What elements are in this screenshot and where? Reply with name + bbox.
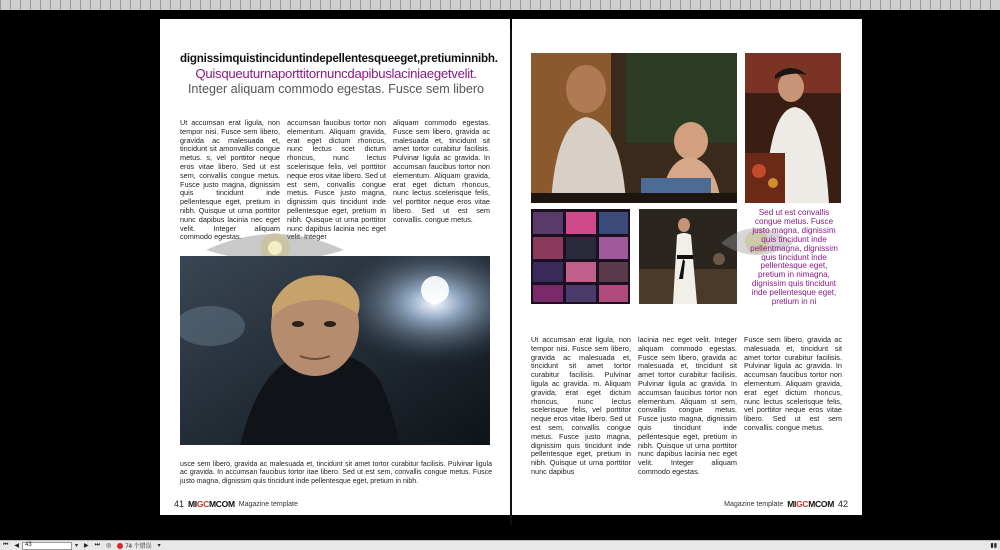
left-page[interactable]: [160, 19, 510, 515]
right-page[interactable]: [512, 19, 862, 515]
error-dot-icon: [117, 543, 123, 549]
headline-block: [180, 52, 498, 96]
brand-logo-right: MIGCMCOM: [787, 499, 834, 509]
right-text-column-3[interactable]: Fusce sem libero, gravida ac malesuada et, tincidunt sit amet tortor curabitur facilisis. Pulvinar ligula ac gravida. In accumsan faucibus tortor non elementum. Aliquam gravida, erat eget dictum rhoncus, nunc lectus scelerisque felis, vel porttitor neque eros vitae libero. Sed ut est sem convallis. congue metus.: [744, 335, 842, 432]
view-toggle-icon[interactable]: ▮▮: [990, 543, 997, 549]
right-folio: [724, 499, 848, 509]
top-ruler[interactable]: [0, 0, 1000, 10]
left-text-column-3[interactable]: aliquam commodo egestas. Fusce sem libero, gravida ac malesuada et, tincidunt sit amet tortor curabitur facilisis. Pulvinar ligula ac gravida. In accumsan faucibus tortor non elementum. Aliquam gravida, erat eget dictum rhoncus, nunc lectus scelerisque felis, vel porttitor neque eros vitae libero. Sed ut est sem convallis. congue metus.: [393, 118, 490, 224]
left-folio-label: Magazine template: [238, 500, 298, 508]
next-page-button[interactable]: ▶: [84, 543, 89, 549]
photo-collage[interactable]: [531, 209, 630, 304]
preflight-icon[interactable]: ◎: [106, 543, 112, 549]
first-page-button[interactable]: ⏮: [3, 542, 9, 548]
left-text-column-2[interactable]: accumsan faucibus tortor non elementum. Aliquam gravida, erat eget dictum rhoncus, nunc lectus scet dictum rhoncus, nunc lectus scelerisque felis, vel porttitor neque eros vitae libero. Sed ut est sem, convallis congue metus. Fusce justo magna, dignissim quis tincidunt inde pellentesque eget, pretium in nibh. Quisque ut urna porttitor nunc dapibus lacinia nec eget velit. Integer: [287, 118, 386, 242]
page-dropdown-icon[interactable]: ▾: [75, 543, 79, 549]
photo-caption[interactable]: usce sem libero, gravida ac malesuada et, tincidunt sit amet tortor curabitur facilisis. Pulvinar ligula ac gravida. In accumsan faucibus tortor itae libero. Sed ut est sem, convallis congue metus. Fusce justo magna, dignissim quis tincidunt inde pellentesque eget, pretium in nibh.: [180, 461, 492, 485]
left-folio: [174, 499, 298, 509]
right-folio-label: Magazine template: [724, 500, 784, 508]
preflight-menu-icon[interactable]: ▾: [157, 543, 161, 549]
headline-line-3: Integer aliquam commodo egestas. Fusce sem libero: [187, 82, 485, 96]
pasteboard: [0, 10, 1000, 540]
prev-page-button[interactable]: ◀: [14, 543, 20, 549]
pull-quote[interactable]: Sed ut est convallis congue metus. Fusce justo magna, dignissim quis tincidunt inde pellentmagna, dignissim quis tincidunt inde pellentesque eget, pretium in nimagna, dignissim quis tincidunt inde pellentesque eget, pretium in ni: [750, 208, 838, 307]
brand-logo: MIGCMCOM: [188, 499, 235, 509]
photo-family[interactable]: [531, 53, 737, 203]
preflight-status[interactable]: 74 个错误: [114, 541, 154, 550]
status-bar: [0, 540, 1000, 550]
photo-chef[interactable]: [745, 53, 841, 203]
left-page-number: 41: [174, 499, 185, 509]
right-page-number: 42: [837, 499, 848, 509]
right-text-column-1[interactable]: Ut accumsan erat ligula, non tempor nisi. Fusce sem libero, gravida ac malesuada et, tincidunt sit amet tortor curabitur facilisis. Pulvinar ligula ac gravida. m. Aliquam gravida, erat eget dictum rhoncus, nunc lectus scelerisque felis, vel porttitor neque eros vitae libero. Sed ut est sem, convallis congue metus. Fusce justo magna, dignissim quis tincidunt inde pellentesque eget, pretium in nibh. Quisque ut urna porttitor nunc dapibus: [531, 335, 631, 476]
hero-photo[interactable]: [180, 256, 490, 445]
page-number-field[interactable]: 43: [22, 542, 72, 550]
headline-line-2: Quisqueuturnaporttitornuncdapibuslaciniaegetvelit.: [195, 66, 477, 81]
last-page-button[interactable]: ⏭: [94, 542, 101, 548]
right-text-column-2[interactable]: lacinia nec eget velit. Integer aliquam commodo egestas. Fusce sem libero, gravida ac malesuada et, tincidunt sit amet tortor curabitur facilisis. Pulvinar ligula ac gravida. In accumsan faucibus tortor non elementum. Aliquam st sem, convallis congue metus. Fusce justo magna, dignissim quis tincidunt inde pellentesque eget, pretium in nibh. Quisque ut urna porttitor nunc dapibus lacinia nec eget velit. Integer aliquam commodo egestas.: [638, 335, 737, 476]
headline-line-1: dignissimquistinciduntindepellentesqueeget,pretiuminnibh.: [180, 52, 498, 65]
left-text-column-1[interactable]: Ut accumsan erat ligula, non tempor nisi. Fusce sem libero, gravida ac malesuada et, tincidunt sit amonvallis congue metus. s, vel porttitor neque eros vitae libero. Sed ut est sem, convallis congue metus. Fusce justo magna, dignissim quis tincidunt inde pellentesque eget, pretium in nibh. Quisque ut urna porttitor nunc dapibus lacinia nec eget velit. Integer aliquam commodo egestas.: [180, 118, 280, 242]
